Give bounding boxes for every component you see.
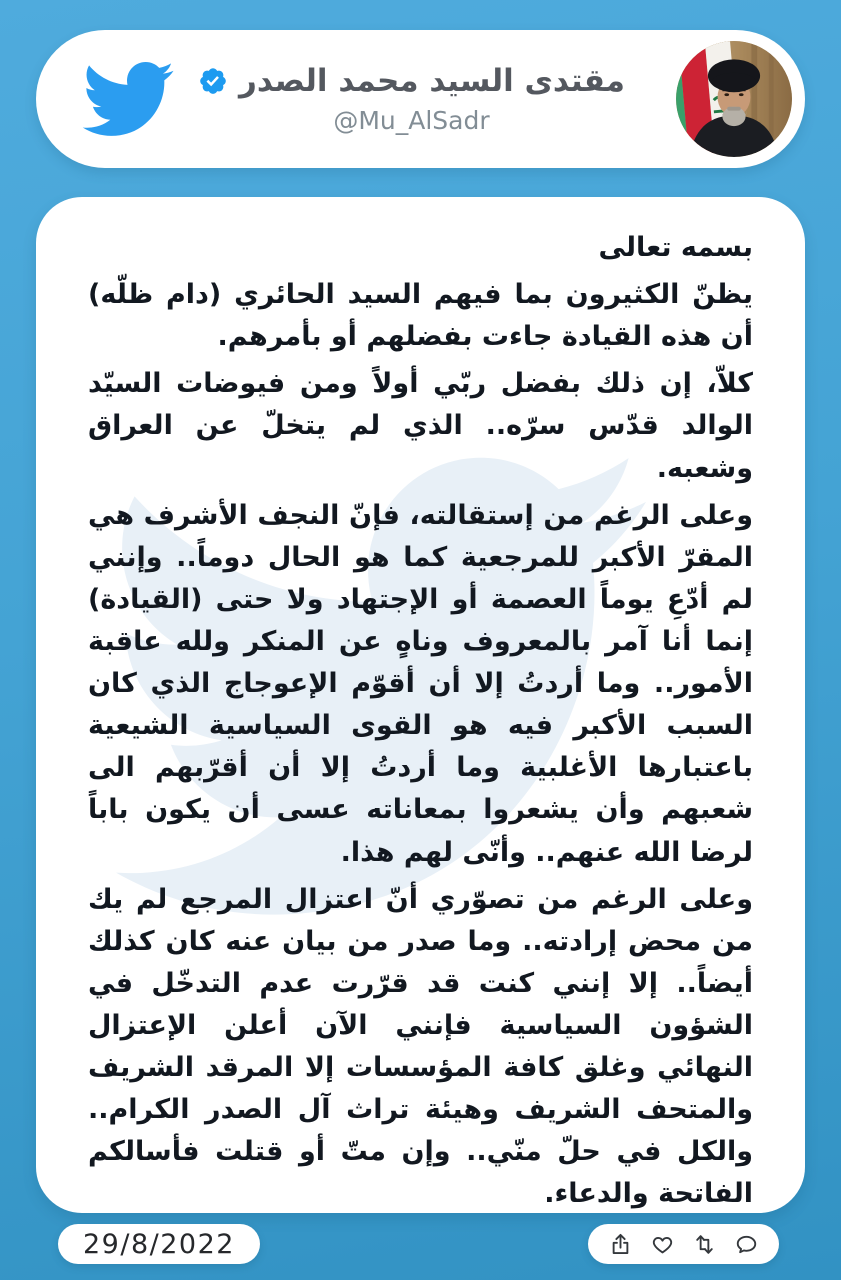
tweet-paragraph: وعلى الرغم من إستقالته، فإنّ النجف الأشرف هي المقرّ الأكبر للمرجعية كما هو الحال دوماً.. وإنني لم أدّعِ يوماً العصمة أو الإجتهاد ولا حتى (القيادة) إنما أنا آمر بالمعروف وناهٍ عن المنكر ولله عاقبة الأمور.. وما أردتُ إلا أن أقوّم الإعوجاج الذي كان السبب الأكبر فيه هو القوى السياسية الشيعية باعتبارها الأغلبية وما أردتُ إلا أن أقرّبهم الى شعبهم وأن يشعروا بمعاناته عسى أن يكون باباً لرضا الله عنهم.. وأنّى لهم هذا. bbox=[88, 499, 753, 868]
display-name: مقتدى السيد محمد الصدر bbox=[238, 63, 626, 99]
tweet-body-card bbox=[36, 197, 805, 1213]
retweet-icon[interactable] bbox=[692, 1232, 717, 1257]
heart-icon[interactable] bbox=[650, 1232, 675, 1257]
tweet-date: 29/8/2022 bbox=[83, 1228, 235, 1260]
date-pill bbox=[58, 1224, 260, 1264]
share-icon[interactable] bbox=[608, 1232, 633, 1257]
bismillah-line: بسمه تعالى bbox=[598, 232, 753, 263]
tweet-actions-bar bbox=[588, 1224, 779, 1264]
comment-icon[interactable] bbox=[734, 1232, 759, 1257]
profile-avatar[interactable] bbox=[676, 41, 792, 157]
twitter-logo-icon bbox=[68, 51, 186, 147]
account-identity bbox=[182, 30, 641, 168]
avatar-photo-illustration bbox=[676, 41, 792, 157]
tweet-paragraph: كلاّ، إن ذلك بفضل ربّي أولاً ومن فيوضات السيّد الوالد قدّس سرّه.. الذي لم يتخلّ عن العراق وشعبه. bbox=[88, 368, 753, 484]
tweet-text bbox=[36, 197, 805, 1213]
tweet-header-card bbox=[36, 30, 805, 168]
tweet-paragraph: يظنّ الكثيرون بما فيهم السيد الحائري (دام ظلّه) أن هذه القيادة جاءت بفضلهم أو بأمرهم. bbox=[88, 279, 753, 353]
account-handle: @Mu_AlSadr bbox=[333, 106, 490, 135]
verified-badge-icon bbox=[198, 66, 228, 96]
tweet-paragraph: وعلى الرغم من تصوّري أنّ اعتزال المرجع لم يك من محض إرادته.. وما صدر من بيان عنه كان كذلك أيضاً.. إلا إنني كنت قد قرّرت عدم التدخّل في الشؤون السياسية فإنني الآن أعلن الإعتزال النهائي وغلق كافة المؤسسات إلا المرقد الشريف والمتحف الشريف وهيئة تراث آل الصدر الكرام.. والكل في حلّ منّي.. وإن متّ أو قتلت فأسالكم الفاتحة والدعاء. bbox=[88, 883, 753, 1210]
